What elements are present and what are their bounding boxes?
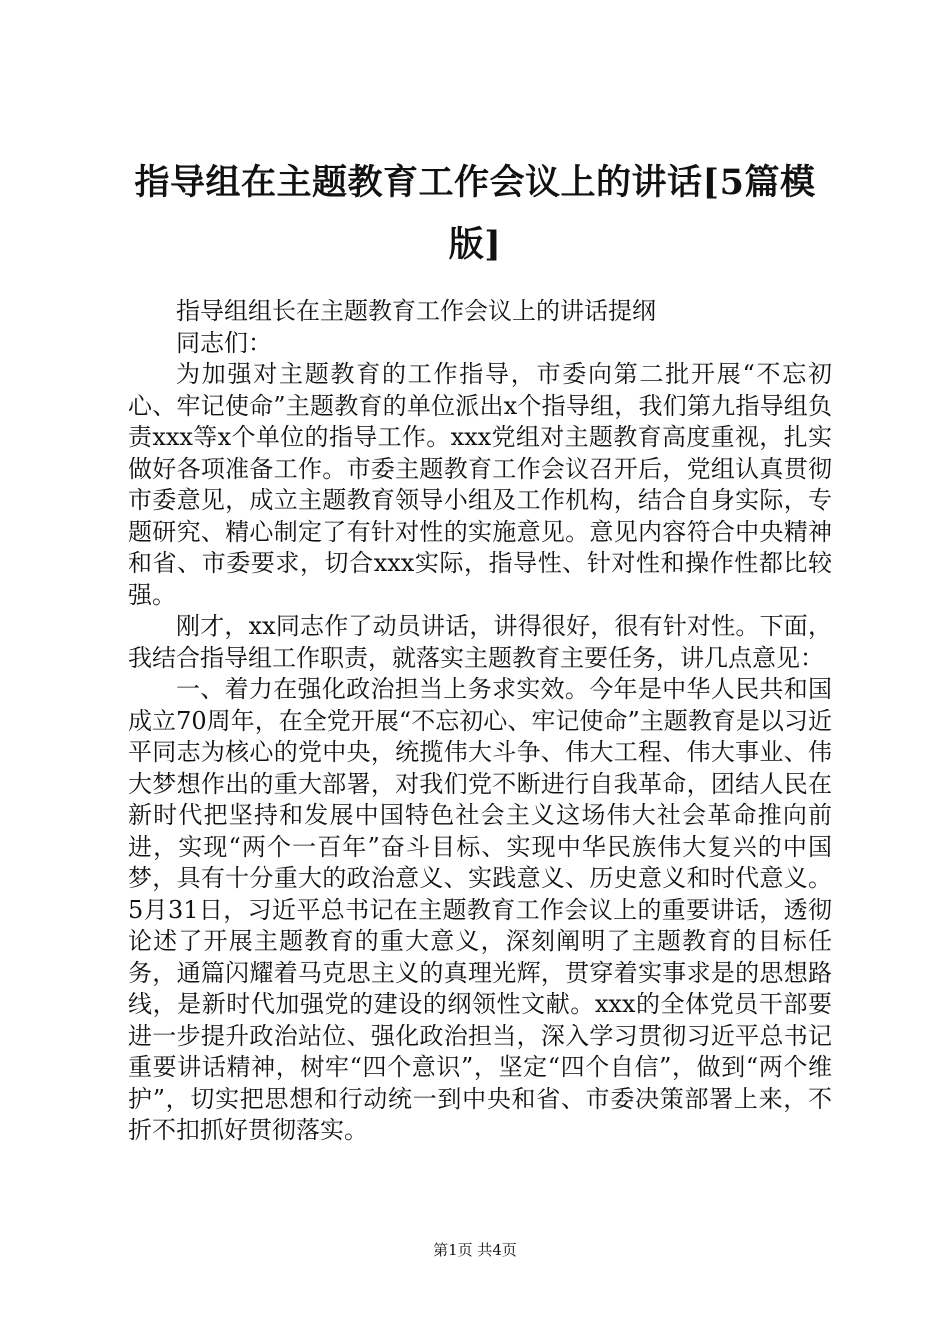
paragraph-transition: 刚才，xx同志作了动员讲话，讲得很好，很有针对性。下面，我结合指导组工作职责，就落实主题教育主要任务，讲几点意见：	[128, 612, 832, 672]
document-title: 指导组在主题教育工作会议上的讲话[5篇模版]	[134, 162, 816, 265]
paragraph-subtitle: 指导组组长在主题教育工作会议上的讲话提纲	[176, 297, 656, 325]
paragraph-salutation: 同志们：	[176, 328, 272, 357]
document-body	[128, 296, 832, 1147]
paragraph-intro: 为加强对主题教育的工作指导，市委向第二批开展“不忘初心、牢记使命”主题教育的单位派出x个指导组，我们第九指导组负责xxx等x个单位的指导工作。xxx党组对主题教育高度重视，扎实做好各项准备工作。市委主题教育工作会议召开后，党组认真贯彻市委意见，成立主题教育领导小组及工作机构，结合自身实际，专题研究、精心制定了有针对性的实施意见。意见内容符合中央精神和省、市委要求，切合xxx实际，指导性、针对性和操作性都比较强。	[128, 360, 832, 609]
page-footer: 第1页 共4页	[433, 1241, 517, 1259]
paragraph-point-one: 一、着力在强化政治担当上务求实效。今年是中华人民共和国成立70周年，在全党开展“不忘初心、牢记使命”主题教育是以习近平同志为核心的党中央，统揽伟大斗争、伟大工程、伟大事业、伟大梦想作出的重大部署，对我们党不断进行自我革命，团结人民在新时代把坚持和发展中国特色社会主义这场伟大社会革命推向前进，实现“两个一百年”奋斗目标、实现中华民族伟大复兴的中国梦，具有十分重大的政治意义、实践意义、历史意义和时代意义。5月31日，习近平总书记在主题教育工作会议上的重要讲话，透彻论述了开展主题教育的重大意义，深刻阐明了主题教育的目标任务，通篇闪耀着马克思主义的真理光辉，贯穿着实事求是的思想路线，是新时代加强党的建设的纲领性文献。xxx的全体党员干部要进一步提升政治站位、强化政治担当，深入学习贯彻习近平总书记重要讲话精神，树牢“四个意识”，坚定“四个自信”，做到“两个维护”，切实把思想和行动统一到中央和省、市委决策部署上来，不折不扣抓好贯彻落实。	[128, 675, 832, 1144]
